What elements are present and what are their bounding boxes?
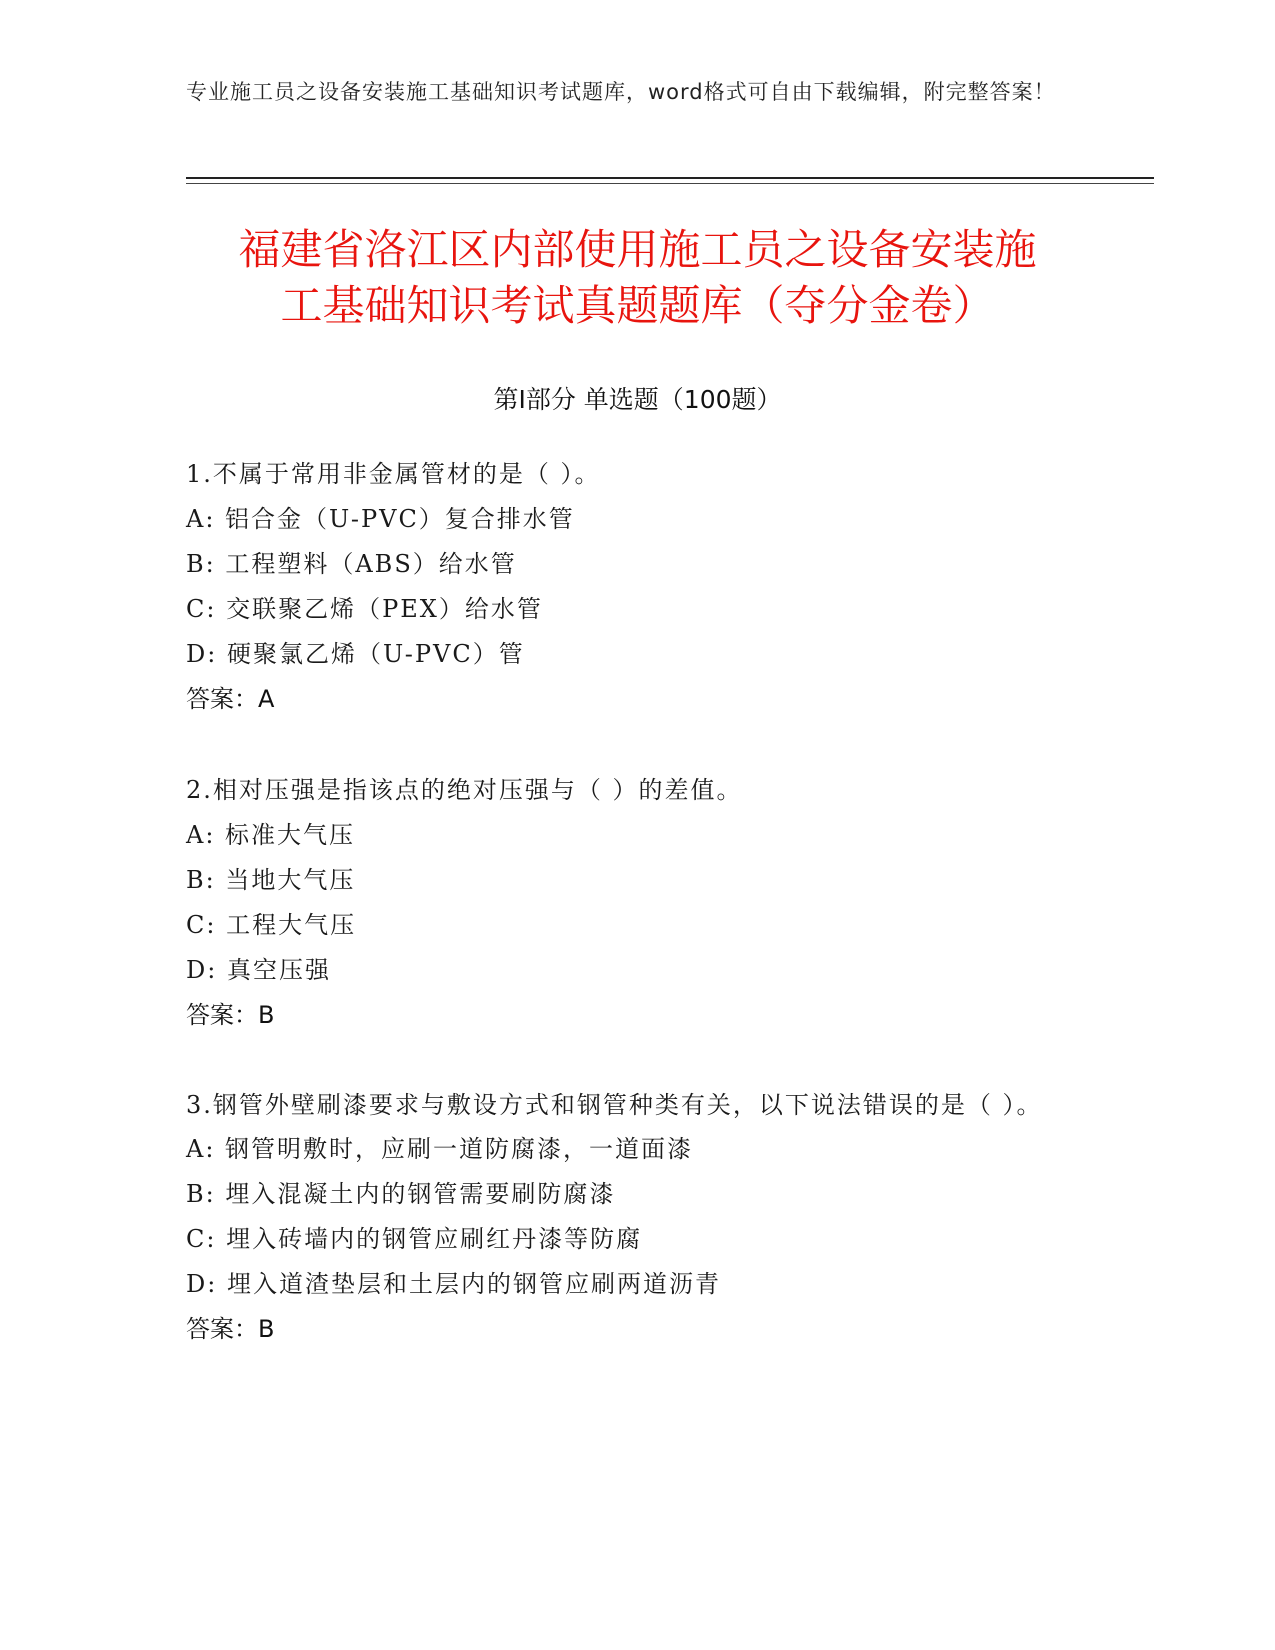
question-option-a: A: 钢管明敷时，应刷一道防腐漆，一道面漆 <box>186 1135 694 1163</box>
question-option-a: A: 铝合金（U-PVC）复合排水管 <box>186 505 575 533</box>
question-answer: 答案：A <box>186 685 275 713</box>
question-answer: 答案：B <box>186 1001 275 1029</box>
question-option-d: D: 埋入道渣垫层和土层内的钢管应刷两道沥青 <box>186 1270 721 1298</box>
document-title-line-2: 工基础知识考试真题题库（夺分金卷） <box>280 281 995 330</box>
question-option-d: D: 真空压强 <box>186 956 331 984</box>
question-option-d: D: 硬聚氯乙烯（U-PVC）管 <box>186 640 525 668</box>
question-option-c: C: 工程大气压 <box>186 911 357 939</box>
question-stem: 3.钢管外壁刷漆要求与敷设方式和钢管种类有关，以下说法错误的是（ ）。 <box>186 1091 1043 1119</box>
question-option-a: A: 标准大气压 <box>186 821 356 849</box>
question-stem: 1.不属于常用非金属管材的是（ ）。 <box>186 460 601 488</box>
question-1 <box>186 452 1086 722</box>
document-title-line-1: 福建省洛江区内部使用施工员之设备安装施 <box>238 225 1037 274</box>
question-2 <box>186 768 1086 1038</box>
section-heading: 第Ⅰ部分 单选题（100题） <box>493 385 782 414</box>
document-header-note: 专业施工员之设备安装施工基础知识考试题库，word格式可自由下载编辑，附完整答案！ <box>186 80 1056 104</box>
header-divider-thin <box>186 183 1154 184</box>
header-divider-thick <box>186 177 1154 179</box>
question-stem: 2.相对压强是指该点的绝对压强与（ ）的差值。 <box>186 776 743 804</box>
question-option-b: B: 埋入混凝土内的钢管需要刷防腐漆 <box>186 1180 616 1208</box>
question-option-b: B: 当地大气压 <box>186 866 356 894</box>
question-option-c: C: 埋入砖墙内的钢管应刷红丹漆等防腐 <box>186 1225 643 1253</box>
document-title <box>150 222 1125 334</box>
question-answer: 答案：B <box>186 1315 275 1343</box>
question-option-c: C: 交联聚乙烯（PEX）给水管 <box>186 595 543 623</box>
question-3 <box>186 1083 1066 1352</box>
question-option-b: B: 工程塑料（ABS）给水管 <box>186 550 517 578</box>
